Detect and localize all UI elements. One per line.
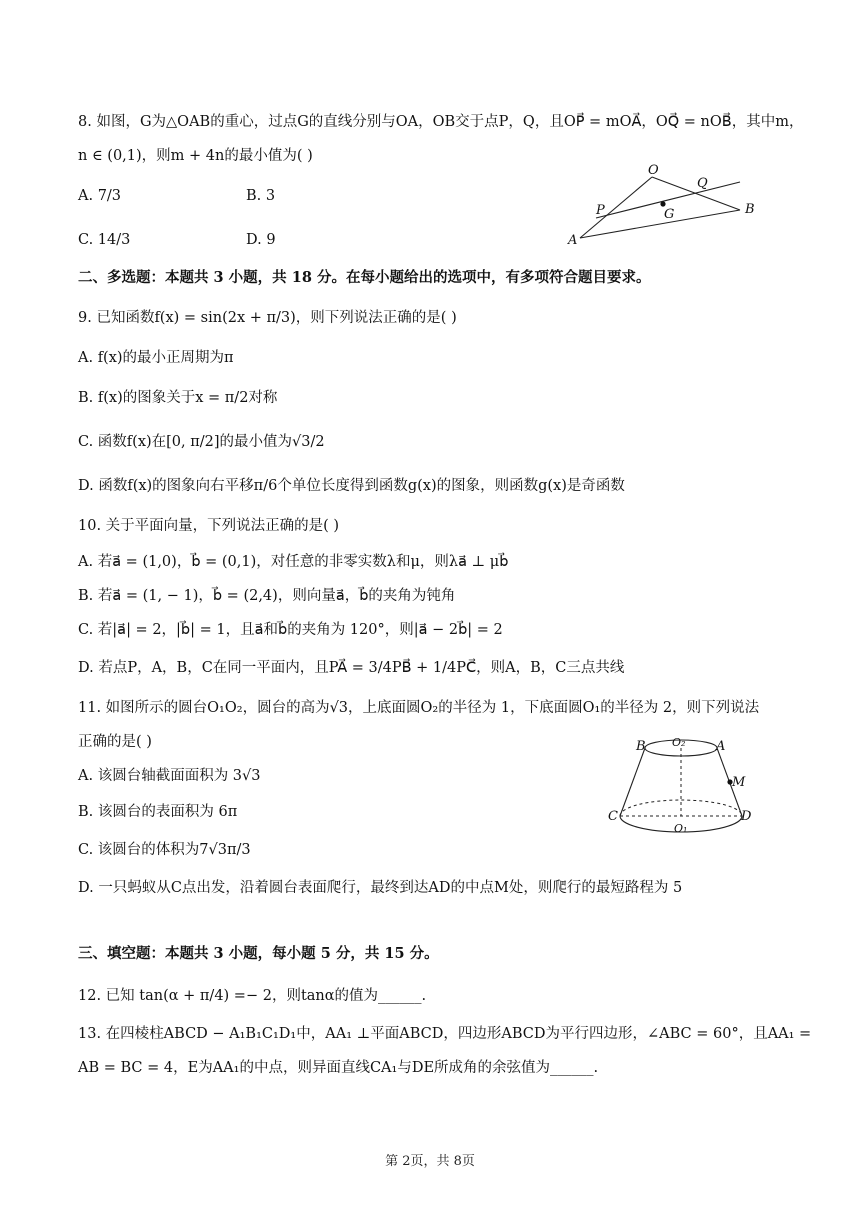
q8-label-B: B bbox=[745, 202, 755, 217]
q12-stem: 12. 已知 tan(α + π/4) =− 2，则tanα的值为______. bbox=[78, 988, 427, 1004]
q9-option-a: A. f(x)的最小正周期为π bbox=[78, 350, 234, 366]
q8-option-d: D. 9 bbox=[246, 232, 276, 248]
q8-triangle-figure bbox=[560, 160, 760, 250]
q10-option-a: A. 若a⃗ = (1,0)，b⃗ = (0,1)，对任意的非零实数λ和μ，则λa⃗ ⊥ μb⃗ bbox=[78, 554, 509, 570]
q8-label-G: G bbox=[664, 207, 675, 222]
q11-label-B: B bbox=[636, 739, 646, 754]
q10-option-c: C. 若|a⃗| = 2，|b⃗| = 1，且a⃗和b⃗的夹角为 120°，则|a⃗ − 2b⃗| = 2 bbox=[78, 622, 503, 638]
q8-stem-line2: n ∈ (0,1)，则m + 4n的最小值为( ) bbox=[78, 148, 313, 164]
q9-option-c: C. 函数f(x)在[0, π/2]的最小值为√3/2 bbox=[78, 434, 325, 450]
q11-label-A: A bbox=[716, 739, 726, 754]
q11-label-O2: O₂ bbox=[672, 736, 686, 749]
q11-option-d: D. 一只蚂蚁从C点出发，沿着圆台表面爬行，最终到达AD的中点M处，则爬行的最短路程为 5 bbox=[78, 880, 683, 896]
q8-label-A: A bbox=[568, 233, 578, 248]
q8-option-c: C. 14/3 bbox=[78, 232, 131, 248]
q10-stem: 10. 关于平面向量，下列说法正确的是( ) bbox=[78, 518, 340, 534]
q9-stem: 9. 已知函数f(x) = sin(2x + π/3)，则下列说法正确的是( ) bbox=[78, 310, 457, 326]
page-footer: 第 2页，共 8页 bbox=[385, 1154, 475, 1169]
q11-option-c: C. 该圆台的体积为7√3π/3 bbox=[78, 842, 251, 858]
q11-stem-line1: 11. 如图所示的圆台O₁O₂，圆台的高为√3，上底面圆O₂的半径为 1，下底面圆O₁的半径为 2，则下列说法 bbox=[78, 700, 760, 716]
q8-option-b: B. 3 bbox=[246, 188, 276, 204]
q11-label-M: M bbox=[732, 775, 746, 790]
q10-option-b: B. 若a⃗ = (1, − 1)，b⃗ = (2,4)，则向量a⃗，b⃗的夹角为钝角 bbox=[78, 588, 456, 604]
q11-label-C: C bbox=[608, 809, 618, 824]
section-3-heading: 三、填空题：本题共 3 小题，每小题 5 分，共 15 分。 bbox=[78, 945, 439, 962]
q8-label-O: O bbox=[648, 163, 659, 178]
q11-stem-line2: 正确的是( ) bbox=[78, 734, 152, 750]
q8-option-a: A. 7/3 bbox=[78, 188, 122, 204]
q9-option-b: B. f(x)的图象关于x = π/2对称 bbox=[78, 390, 278, 406]
q11-label-D: D bbox=[741, 809, 752, 824]
q9-option-d: D. 函数f(x)的图象向右平移π/6个单位长度得到函数g(x)的图象，则函数g(x)是奇函数 bbox=[78, 478, 625, 494]
q11-frustum-figure bbox=[600, 730, 770, 850]
q8-label-Q: Q bbox=[697, 176, 708, 191]
q11-option-b: B. 该圆台的表面积为 6π bbox=[78, 804, 238, 820]
q8-stem-line1: 8. 如图，G为△OAB的重心，过点G的直线分别与OA，OB交于点P，Q，且OP⃗ = mOA⃗，OQ⃗ = nOB⃗，其中m， bbox=[78, 114, 804, 130]
q11-label-O1: O₁ bbox=[674, 822, 688, 835]
section-2-heading: 二、多选题：本题共 3 小题，共 18 分。在每小题给出的选项中，有多项符合题目要求。 bbox=[78, 269, 651, 286]
q13-line1: 13. 在四棱柱ABCD − A₁B₁C₁D₁中，AA₁ ⊥平面ABCD，四边形ABCD为平行四边形，∠ABC = 60°，且AA₁ = bbox=[78, 1026, 812, 1042]
q11-option-a: A. 该圆台轴截面面积为 3√3 bbox=[78, 768, 261, 784]
q8-label-P: P bbox=[596, 203, 605, 218]
q10-option-d: D. 若点P，A，B，C在同一平面内，且PA⃗ = 3/4PB⃗ + 1/4PC⃗，则A，B，C三点共线 bbox=[78, 660, 625, 676]
q13-line2: AB = BC = 4，E为AA₁的中点，则异面直线CA₁与DE所成角的余弦值为______. bbox=[78, 1060, 599, 1076]
